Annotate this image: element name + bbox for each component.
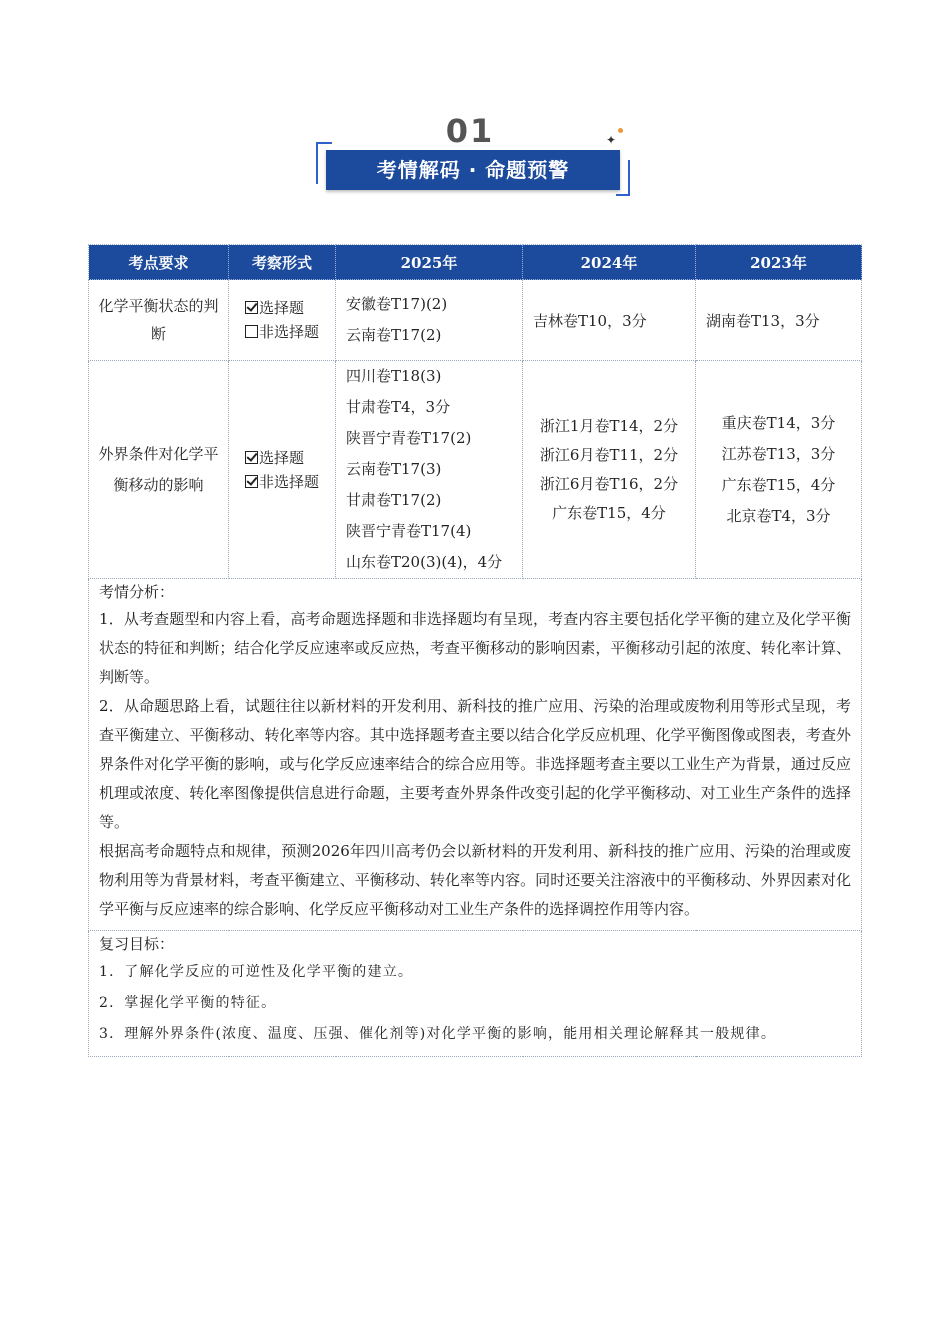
exam-ref: 山东卷T20(3)(4)，4分 xyxy=(346,553,503,571)
goals-title: 复习目标： xyxy=(99,935,175,953)
empty-box-icon xyxy=(245,325,258,338)
exam-ref: 湖南卷T13，3分 xyxy=(706,311,820,330)
topic-cell: 外界条件对化学平衡移动的影响 xyxy=(89,361,229,579)
analysis-body xyxy=(89,603,861,930)
dot-icon xyxy=(618,128,623,133)
header-requirement: 考点要求 xyxy=(89,245,229,280)
checked-box-icon xyxy=(245,451,258,464)
header-2024: 2024年 xyxy=(523,245,696,280)
header-2023: 2023年 xyxy=(696,245,862,280)
header-form: 考察形式 xyxy=(229,245,336,280)
goal-item: 2．掌握化学平衡的特征。 xyxy=(99,995,277,1011)
exam-ref: 陕晋宁青卷T17(2) xyxy=(346,429,472,447)
section-number: 01 xyxy=(445,112,495,150)
exam-ref: 重庆卷T14，3分 xyxy=(721,413,836,432)
exam-ref: 甘肃卷T17(2) xyxy=(346,491,442,509)
exam-ref: 浙江6月卷T11，2分 xyxy=(539,445,679,464)
goal-item: 3．理解外界条件(浓度、温度、压强、催化剂等)对化学平衡的影响，能用相关理论解释其一般规律。 xyxy=(99,1026,777,1042)
form-option: 选择题 xyxy=(245,446,319,470)
section-title: 考情解码 · 命题预警 xyxy=(326,150,620,190)
exam-ref: 甘肃卷T4，3分 xyxy=(346,398,451,416)
goal-item: 1．了解化学反应的可逆性及化学平衡的建立。 xyxy=(99,964,414,980)
exam-ref: 广东卷T15，4分 xyxy=(721,475,836,494)
form-option: 非选择题 xyxy=(245,470,319,494)
checked-box-icon xyxy=(245,301,258,314)
year-2023-cell xyxy=(696,361,862,579)
exam-ref: 江苏卷T13，3分 xyxy=(721,444,836,463)
form-cell xyxy=(229,361,336,579)
exam-ref: 浙江1月卷T14，2分 xyxy=(539,416,679,435)
analysis-cell xyxy=(89,579,862,931)
analysis-paragraph: 根据高考命题特点和规律，预测2026年四川高考仍会以新材料的开发利用、新科技的推广应用、污染的治理或废物利用等为背景材料，考查平衡建立、平衡移动、转化率等内容。同时还要关注溶液中的平衡移动、外界因素对化学平衡与反应速率的综合影响、化学反应平衡移动对工业生产条件的选择调控作用等内容。 xyxy=(99,842,851,918)
section-banner xyxy=(300,112,640,202)
form-option: 非选择题 xyxy=(245,320,319,344)
exam-analysis-table xyxy=(88,244,862,1057)
topic-cell: 化学平衡状态的判断 xyxy=(89,280,229,361)
form-cell xyxy=(229,280,336,361)
exam-ref: 安徽卷T17)(2) xyxy=(346,295,448,313)
table-row xyxy=(89,361,862,579)
checked-box-icon xyxy=(245,475,258,488)
goals-cell xyxy=(89,931,862,1057)
analysis-title: 考情分析： xyxy=(99,583,175,601)
year-2024-cell xyxy=(523,280,696,361)
exam-ref: 四川卷T18(3) xyxy=(346,367,442,385)
goals-body xyxy=(89,955,861,1056)
analysis-paragraph: 1．从考查题型和内容上看，高考命题选择题和非选择题均有呈现，考查内容主要包括化学平衡的建立及化学平衡状态的特征和判断；结合化学反应速率或反应热，考查平衡移动的影响因素，平衡移动引起的浓度、转化率计算、判断等。 xyxy=(99,610,851,686)
year-2023-cell xyxy=(696,280,862,361)
year-2025-cell xyxy=(336,361,523,579)
exam-ref: 广东卷T15，4分 xyxy=(552,503,666,522)
exam-ref: 吉林卷T10，3分 xyxy=(533,311,647,330)
header-2025: 2025年 xyxy=(336,245,523,280)
table-header-row xyxy=(89,245,862,280)
exam-ref: 云南卷T17(2) xyxy=(346,326,442,344)
exam-ref: 浙江6月卷T16，2分 xyxy=(539,474,679,493)
table-row xyxy=(89,280,862,361)
sparkle-icon: ✦ xyxy=(606,133,617,147)
analysis-paragraph: 2．从命题思路上看，试题往往以新材料的开发利用、新科技的推广应用、污染的治理或废物利用等形式呈现，考查平衡建立、平衡移动、转化率等内容。其中选择题考查主要以结合化学反应机理、化学平衡图像或图表，考查外界条件对化学平衡的影响，或与化学反应速率结合的综合应用等。非选择题考查主要以工业生产为背景，通过反应机理或浓度、转化率图像提供信息进行命题，主要考查外界条件改变引起的化学平衡移动、对工业生产条件的选择等。 xyxy=(99,697,851,831)
exam-ref: 北京卷T4，3分 xyxy=(726,506,831,525)
exam-ref: 陕晋宁青卷T17(4) xyxy=(346,522,472,540)
form-option: 选择题 xyxy=(245,296,319,320)
year-2024-cell xyxy=(523,361,696,579)
goals-row xyxy=(89,931,862,1057)
year-2025-cell xyxy=(336,280,523,361)
analysis-row xyxy=(89,579,862,931)
exam-ref: 云南卷T17(3) xyxy=(346,460,442,478)
